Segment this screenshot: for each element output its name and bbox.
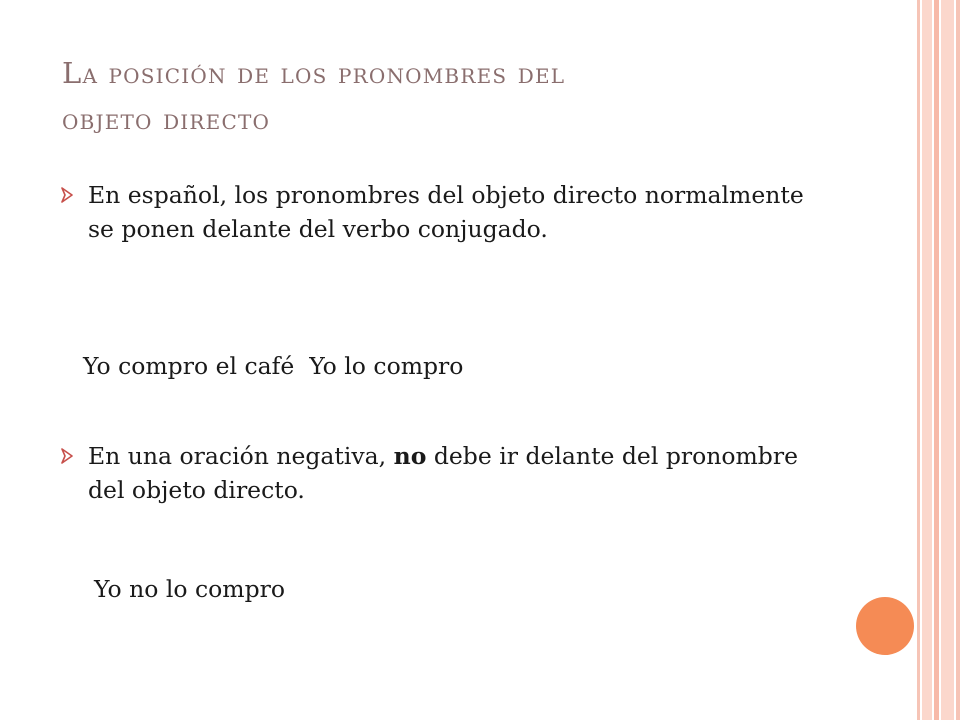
title-line-2: objeto directo bbox=[62, 102, 271, 136]
accent-circle bbox=[856, 597, 914, 655]
example-sentence: Yo no lo compro bbox=[94, 575, 285, 603]
example-sentence: Yo compro el café Yo lo compro bbox=[83, 352, 464, 380]
bullet-text-after: debe ir delante del pronombre del objeto directo. bbox=[88, 442, 798, 504]
bullet-item bbox=[60, 178, 820, 246]
slide-title bbox=[62, 50, 882, 142]
decorative-stripe bbox=[934, 0, 939, 720]
arrow-bullet-icon bbox=[60, 187, 74, 203]
bullet-item bbox=[60, 439, 820, 507]
title-line-1: La posición de los pronombres del bbox=[62, 56, 566, 90]
arrow-bullet-icon bbox=[60, 448, 74, 464]
decorative-stripe bbox=[922, 0, 932, 720]
bullet-text bbox=[60, 439, 820, 507]
bullet-text: En español, los pronombres del objeto directo normalmente se ponen delante del verbo conjugado. bbox=[88, 181, 804, 243]
decorative-stripe bbox=[941, 0, 954, 720]
decorative-stripe bbox=[917, 0, 920, 720]
bullet-text-bold: no bbox=[393, 442, 427, 470]
bullet-text-before: En una oración negativa, bbox=[88, 442, 394, 470]
decorative-stripe bbox=[956, 0, 960, 720]
